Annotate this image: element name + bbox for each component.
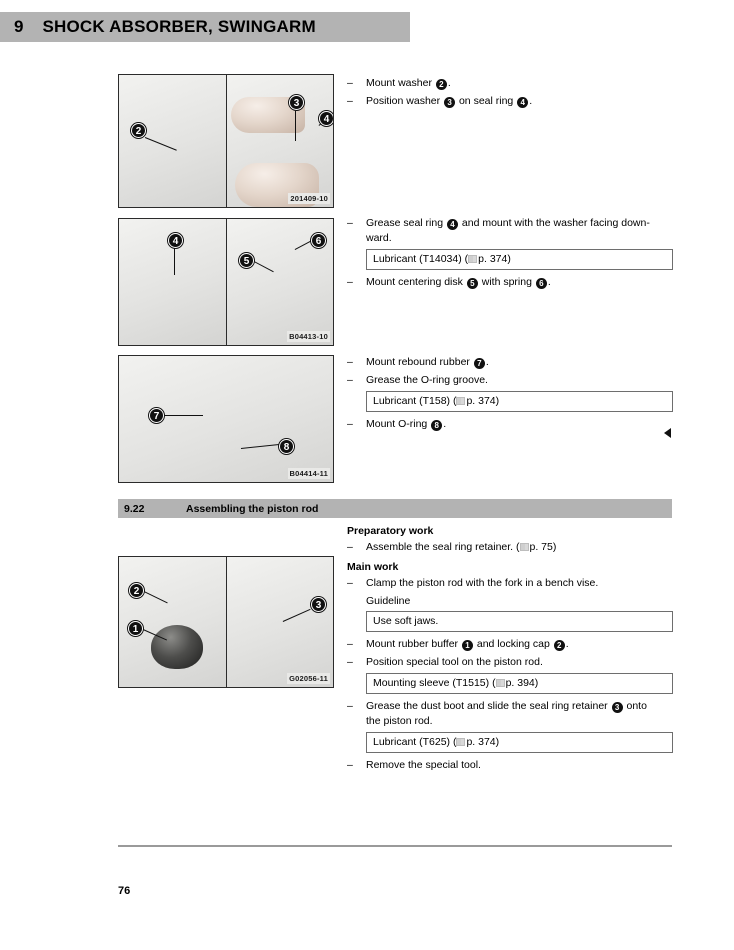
callout-3: 3 [289, 95, 304, 110]
main-work-heading: Main work [347, 561, 399, 573]
step-dash: – [347, 418, 353, 430]
spec-lubricant-t14034 [366, 249, 673, 270]
callout-ref-5: 5 [467, 278, 478, 289]
step-text-b: . [485, 356, 489, 368]
step-position-special-tool [347, 655, 673, 670]
step-text [366, 94, 673, 109]
figure-B04414-11 [118, 355, 334, 483]
step-dash: – [347, 356, 353, 368]
figure-B04413-10 [118, 218, 334, 346]
figure-G02056-11 [118, 556, 334, 688]
step-text-a: Mount rubber buffer [366, 638, 459, 650]
chapter-header [0, 12, 410, 42]
spec-label: Lubricant (T14034) ( [373, 253, 469, 265]
spec-guideline-soft-jaws: Use soft jaws. [366, 611, 673, 632]
step-close: ) [552, 541, 557, 553]
leader-line-7 [163, 415, 203, 416]
spec-lubricant-t625 [366, 732, 673, 753]
book-reference-icon [520, 543, 529, 551]
step-dash: – [347, 638, 353, 650]
callout-6: 6 [311, 233, 326, 248]
spec-close: ) [534, 677, 539, 689]
step-text-a: Mount centering disk [366, 276, 463, 288]
spec-label: Mounting sleeve (T1515) ( [373, 677, 496, 689]
step-text-a: Position washer [366, 95, 441, 107]
step-text: Grease the O-ring groove. [366, 374, 488, 386]
spec-page-ref[interactable]: p. 374 [466, 395, 496, 407]
callout-ref-2: 2 [436, 79, 447, 90]
step-text [366, 699, 673, 729]
step-text-a: Mount rebound rubber [366, 356, 470, 368]
section-title: Assembling the piston rod [186, 502, 319, 515]
step-clamp-piston-rod [347, 576, 673, 591]
step-dash: – [347, 541, 353, 553]
step-grease-seal-ring [347, 216, 673, 246]
step-dash: – [347, 577, 353, 589]
step-text-a: Mount O-ring [366, 418, 428, 430]
step-mount-rebound-rubber [347, 355, 673, 370]
spec-page-ref[interactable]: p. 374 [466, 736, 496, 748]
step-text-b: and mount with the washer facing down- [461, 217, 650, 229]
callout-ref-8: 8 [431, 420, 442, 431]
book-reference-icon [496, 679, 505, 687]
step-assemble-seal-ring-retainer [347, 540, 673, 555]
spec-close: ) [495, 395, 500, 407]
callout-ref-3: 3 [612, 702, 623, 713]
step-position-washer [347, 94, 673, 109]
callout-ref-2: 2 [554, 640, 565, 651]
callout-ref-4: 4 [447, 219, 458, 230]
step-text [366, 540, 673, 555]
step-mount-oring [347, 417, 673, 432]
spec-close: ) [495, 736, 500, 748]
guideline-label: Guideline [366, 595, 411, 607]
chapter-title: SHOCK ABSORBER, SWINGARM [42, 17, 316, 36]
book-reference-icon [468, 255, 477, 263]
step-grease-dust-boot [347, 699, 673, 729]
step-text-c: . [529, 95, 533, 107]
step-dash: – [347, 656, 353, 668]
step-text-b: onto [626, 700, 647, 712]
step-mount-washer [347, 76, 673, 91]
margin-flag-marker [664, 428, 671, 438]
step-page-ref[interactable]: p. 75 [529, 541, 553, 553]
figure-201409-10 [118, 74, 334, 208]
callout-ref-7: 7 [474, 358, 485, 369]
instruction-block-3 [347, 355, 673, 435]
step-dash: – [347, 217, 353, 229]
callout-2: 2 [129, 583, 144, 598]
chapter-number: 9 [14, 17, 24, 36]
callout-3: 3 [311, 597, 326, 612]
step-text: Clamp the piston rod with the fork in a bench vise. [366, 577, 599, 589]
step-text-c: . [565, 638, 569, 650]
figure-code: B04413-10 [289, 332, 328, 341]
leader-line-4b [174, 247, 175, 275]
step-text-a: Grease the dust boot and slide the seal ring retainer [366, 700, 608, 712]
step-dash: – [347, 759, 353, 771]
spec-lubricant-t158 [366, 391, 673, 412]
callout-ref-4: 4 [517, 97, 528, 108]
spec-label: Lubricant (T158) ( [373, 395, 457, 407]
figure-code: 201409-10 [290, 194, 328, 203]
step-dash: – [347, 700, 353, 712]
callout-7: 7 [149, 408, 164, 423]
book-reference-icon [456, 738, 465, 746]
step-text [366, 216, 673, 246]
step-grease-oring-groove [347, 373, 673, 388]
figure-1-left-photo [119, 75, 226, 207]
spec-page-ref[interactable]: p. 374 [478, 253, 508, 265]
step-dash: – [347, 77, 353, 89]
step-text-c: ward. [366, 232, 392, 244]
step-text-b: with spring [481, 276, 532, 288]
figure-3-photo [119, 356, 333, 482]
callout-ref-1: 1 [462, 640, 473, 651]
step-text [366, 417, 673, 432]
step-dash: – [347, 374, 353, 386]
step-mount-centering-disk [347, 275, 673, 290]
figure-2-left-photo [119, 219, 226, 345]
step-text [366, 355, 673, 370]
step-text-a: Grease seal ring [366, 217, 444, 229]
step-text: Remove the special tool. [366, 759, 481, 771]
figure-code: B04414-11 [289, 469, 328, 478]
page-number: 76 [118, 885, 131, 897]
step-text-b: on seal ring [458, 95, 514, 107]
figure-4-right-photo [226, 557, 333, 687]
preparatory-work-heading: Preparatory work [347, 525, 434, 537]
step-dash: – [347, 95, 353, 107]
figure-code: G02056-11 [289, 674, 328, 683]
step-text [366, 76, 673, 91]
step-text-c: . [547, 276, 551, 288]
callout-2: 2 [131, 123, 146, 138]
instruction-block-2 [347, 216, 673, 293]
callout-ref-3: 3 [444, 97, 455, 108]
callout-ref-6: 6 [536, 278, 547, 289]
spec-mounting-sleeve-t1515 [366, 673, 673, 694]
step-dash: – [347, 276, 353, 288]
step-text-b: and locking cap [476, 638, 550, 650]
step-text: Position special tool on the piston rod. [366, 656, 543, 668]
spec-close: ) [507, 253, 511, 265]
step-text [366, 275, 673, 290]
step-text-a: Mount washer [366, 77, 432, 89]
book-reference-icon [456, 397, 465, 405]
callout-5: 5 [239, 253, 254, 268]
step-text-a: Assemble the seal ring retainer. ( [366, 541, 520, 553]
callout-4: 4 [319, 111, 333, 126]
figure-2-right-photo [226, 219, 333, 345]
callout-4: 4 [168, 233, 183, 248]
section-header-9-22 [118, 499, 672, 518]
figure-1-right-photo [226, 75, 333, 207]
figure-4-left-photo [119, 557, 226, 687]
step-text-b: . [447, 77, 451, 89]
step-text-b: . [443, 418, 447, 430]
instruction-block-1 [347, 76, 673, 112]
step-remove-special-tool [347, 758, 673, 773]
step-text-c: the piston rod. [366, 715, 433, 727]
section-number: 9.22 [124, 502, 145, 515]
footer-divider [118, 845, 672, 847]
step-mount-rubber-buffer [347, 637, 673, 652]
callout-1: 1 [128, 621, 143, 636]
step-text [366, 637, 673, 652]
spec-label: Lubricant (T625) ( [373, 736, 457, 748]
leader-line-3 [295, 111, 296, 141]
spec-page-ref[interactable]: p. 394 [505, 677, 535, 689]
instruction-block-4 [347, 524, 673, 776]
callout-8: 8 [279, 439, 294, 454]
